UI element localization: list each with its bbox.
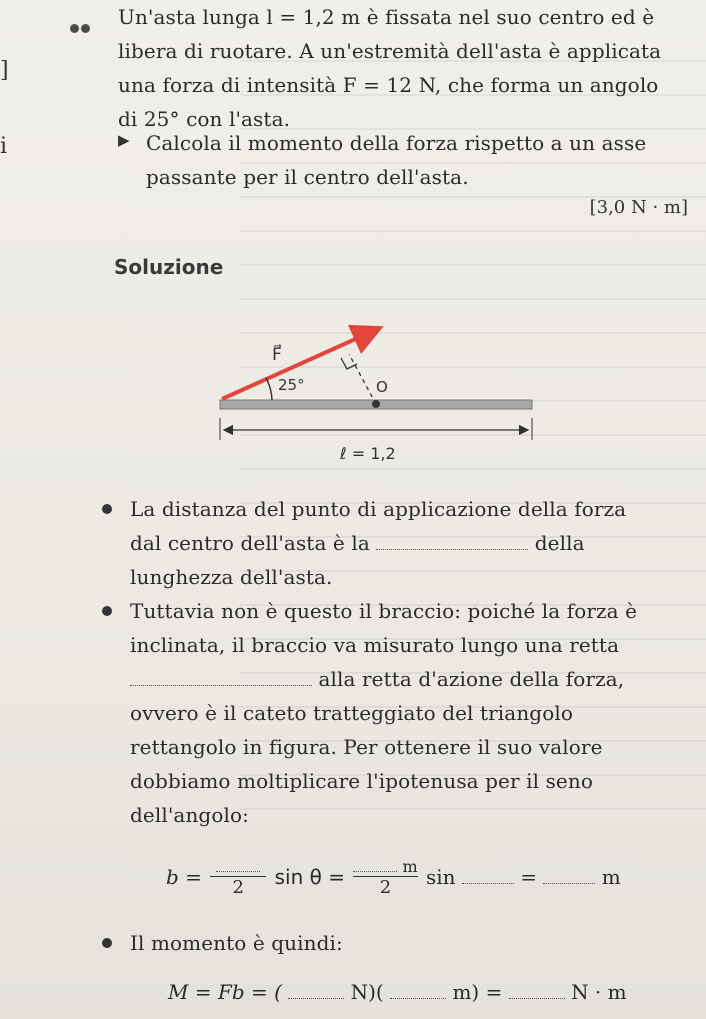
- eq-b-result-unit: m: [601, 865, 621, 889]
- difficulty-dots: [70, 18, 92, 37]
- bullet2-line-2: inclinata, il braccio va misurato lungo una retta: [130, 633, 620, 657]
- answer-blank-arm[interactable]: [390, 998, 446, 999]
- eq-b-unit-m: m: [402, 857, 418, 876]
- bullet2-line-3: [130, 662, 637, 696]
- bullet-1: [130, 492, 626, 594]
- center-point: [372, 400, 380, 408]
- right-angle-mark: [341, 358, 357, 369]
- bullet1-line-1: La distanza del punto di applicazione della forza: [130, 497, 627, 521]
- length-label: ℓ = 1,2: [340, 444, 396, 463]
- answer-blank-lever-arm[interactable]: [543, 883, 595, 884]
- problem-statement: [118, 0, 661, 136]
- equation-moment: [168, 980, 627, 1004]
- answer-blank-perpendicular[interactable]: [130, 685, 312, 686]
- eq-b-sin-theta: sin θ =: [274, 865, 346, 889]
- force-label: F⃗: [272, 345, 282, 365]
- problem-line-4: di 25° con l'asta.: [118, 107, 291, 131]
- bullet2-line-4: ovvero è il cateto tratteggiato del triangolo: [130, 701, 573, 725]
- bullet-dot-2: [102, 606, 112, 616]
- bullet2-line-3-end: alla retta d'azione della forza,: [318, 667, 625, 691]
- answer-value: [3,0 N · m]: [589, 197, 688, 218]
- problem-line-2: libera di ruotare. A un'estremità dell'asta è applicata: [118, 39, 662, 63]
- problem-line-1: Un'asta lunga l = 1,2 m è fissata nel suo centro ed è: [118, 5, 655, 29]
- bullet1-line-2-end: della: [534, 531, 585, 555]
- bullet-dot-1: [102, 504, 112, 514]
- equation-lever-arm: [166, 858, 621, 899]
- eq-m-unit-m: m) =: [452, 980, 503, 1004]
- angle-arc: [266, 378, 272, 400]
- bullet2-line-5: rettangolo in figura. Per ottenere il suo valore: [130, 735, 603, 759]
- eq-b-equals: =: [520, 865, 538, 889]
- answer-blank-force[interactable]: [288, 998, 344, 999]
- task-arrow-icon: ▶: [118, 131, 130, 149]
- task-statement: [146, 126, 646, 194]
- angle-label: 25°: [278, 376, 305, 394]
- margin-letter: i: [0, 134, 8, 159]
- eq-m-result-unit: N · m: [571, 980, 627, 1004]
- answer-blank-length-2[interactable]: [353, 871, 397, 872]
- answer-blank-length-1[interactable]: [216, 871, 260, 872]
- eq-b-den-2: 2: [379, 877, 392, 898]
- bullet3-line-1: Il momento è quindi:: [130, 931, 343, 955]
- bullet-3: [130, 926, 343, 960]
- rod-figure: [214, 318, 544, 468]
- eq-m-lhs: M = Fb = (: [168, 980, 282, 1004]
- task-line-2: passante per il centro dell'asta.: [146, 165, 469, 189]
- bullet1-line-2: [130, 526, 626, 560]
- eq-b-sin: sin: [426, 865, 456, 889]
- bullet-dot-3: [102, 938, 112, 948]
- task-line-1: Calcola il momento della forza rispetto a un asse: [146, 131, 647, 155]
- bullet-2: [130, 594, 637, 832]
- lever-arm-dashed: [349, 354, 376, 404]
- eq-b-lhs: b =: [166, 865, 202, 889]
- problem-line-3: una forza di intensità F = 12 N, che forma un angolo: [118, 73, 659, 97]
- answer-blank-moment[interactable]: [509, 998, 565, 999]
- eq-b-den-1: 2: [232, 877, 244, 898]
- bullet2-line-7: dell'angolo:: [130, 803, 249, 827]
- bullet1-line-3: lunghezza dell'asta.: [130, 565, 333, 589]
- eq-b-frac-2: [353, 858, 417, 899]
- margin-bracket: ]: [0, 58, 9, 83]
- answer-blank-fraction[interactable]: [376, 549, 528, 550]
- eq-b-frac-1: [210, 858, 266, 899]
- answer-blank-angle[interactable]: [462, 883, 514, 884]
- bullet1-line-2-start: dal centro dell'asta è la: [130, 531, 370, 555]
- bullet2-line-1: Tuttavia non è questo il braccio: poiché la forza è: [130, 599, 638, 623]
- eq-m-unit-n: N)(: [350, 980, 384, 1004]
- bullet2-line-6: dobbiamo moltiplicare l'ipotenusa per il seno: [130, 769, 593, 793]
- solution-heading: Soluzione: [114, 255, 224, 279]
- center-label: O: [376, 378, 388, 396]
